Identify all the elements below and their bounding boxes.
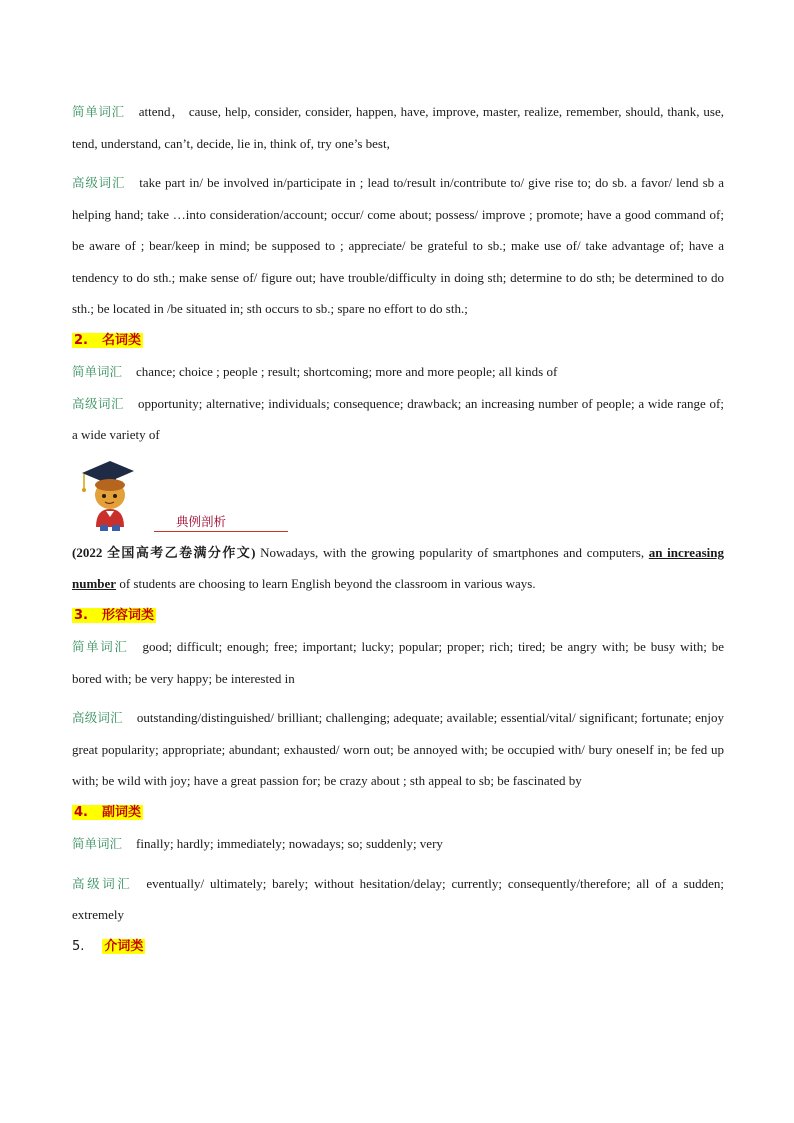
adverbs-simple-text: finally; hardly; immediately; nowadays; so; suddenly; very xyxy=(136,836,443,851)
advanced-vocab-label: 高级词汇 xyxy=(72,875,133,891)
verbs-advanced xyxy=(72,167,724,325)
adverbs-simple xyxy=(72,828,724,860)
section-title: 形容词类 xyxy=(101,607,154,623)
nouns-simple-text: chance; choice ; people ; result; shortcoming; more and more people; all kinds of xyxy=(136,364,558,379)
example-paragraph xyxy=(72,537,724,600)
adverbs-advanced-text: eventually/ ultimately; barely; without hesitation/delay; currently; consequently/therefore; all of a sudden; extremely xyxy=(72,875,724,922)
example-text-before: Nowadays, with the growing popularity of smartphones and computers, xyxy=(255,544,649,560)
section-number: 2. xyxy=(74,332,88,348)
section-title: 副词类 xyxy=(101,804,141,820)
section-title: 介词类 xyxy=(104,938,144,954)
verbs-advanced-text: take part in/ be involved in/participate in ; lead to/result in/contribute to/ give rise to; do sb. a favor/ lend sb a helping hand; take …into consideration/account; occur/ come about; possess/ improve ; promote; have a good command of; be aware of ; bear/keep in mind; be supposed to ; appreciate/ be grateful to sb.; make use of/ take advantage of; have a tendency to do sth.; make sense of/ figure out; have trouble/difficulty in doing sth; determine to do sth; be determined to do sth.; be located in /be situated in; sth occurs to sb.; spare no effort to do sth.; xyxy=(72,175,724,316)
adjectives-advanced-text: outstanding/distinguished/ brilliant; challenging; adequate; available; essential/vital/ significant; fortunate; enjoy great popularity; appropriate; abundant; exhausted/ worn out; be annoyed with; be occupied with/ bury oneself in; be fed up with; be wild with joy; have a great passion for; be crazy about ; sth appeal to sb; be fascinated by xyxy=(72,710,724,788)
example-source: (2022 全国高考乙卷满分作文) xyxy=(72,544,256,560)
nouns-simple xyxy=(72,356,724,388)
adjectives-simple xyxy=(72,631,724,694)
adverbs-advanced xyxy=(72,868,724,931)
section-heading-nouns xyxy=(72,325,724,357)
section-number: 4. xyxy=(74,804,88,820)
example-text-after: of students are choosing to learn English beyond the classroom in various ways. xyxy=(116,576,536,591)
section-heading-prepositions xyxy=(72,931,724,963)
example-highlight: an increasing number xyxy=(72,544,724,591)
section-title: 名词类 xyxy=(101,332,141,348)
simple-vocab-label: 简单词汇 xyxy=(72,639,129,654)
simple-vocab-label: 简单词汇 xyxy=(72,836,123,851)
section-heading-adjectives xyxy=(72,600,724,632)
nouns-advanced-text: opportunity; alternative; individuals; consequence; drawback; an increasing number of people; a wide range of; a wide variety of xyxy=(72,395,724,442)
simple-vocab-label: 简单词汇 xyxy=(72,364,123,379)
nouns-advanced xyxy=(72,388,724,451)
section-heading-adverbs xyxy=(72,797,724,829)
section-number: 5. xyxy=(72,938,85,954)
advanced-vocab-label: 高级词汇 xyxy=(72,175,126,190)
example-header xyxy=(72,455,724,537)
section-number: 3. xyxy=(74,607,88,623)
document-page xyxy=(72,96,724,962)
example-analysis-title: 典例剖析 xyxy=(154,513,288,532)
graduate-mascot-icon xyxy=(76,455,138,533)
simple-vocab-label: 简单词汇 xyxy=(72,104,125,119)
adjectives-advanced xyxy=(72,702,724,797)
adjectives-simple-text: good; difficult; enough; free; important; lucky; popular; proper; rich; tired; be angry with; be busy with; be bored with; be very happy; be interested in xyxy=(72,639,724,686)
verbs-simple-text: attend， cause, help, consider, consider, happen, have, improve, master, realize, remember, should, thank, use, tend, understand, can’t, decide, lie in, think of, try one’s best, xyxy=(72,104,724,151)
advanced-vocab-label: 高级词汇 xyxy=(72,710,123,725)
advanced-vocab-label: 高级词汇 xyxy=(72,395,125,411)
verbs-simple xyxy=(72,96,724,159)
